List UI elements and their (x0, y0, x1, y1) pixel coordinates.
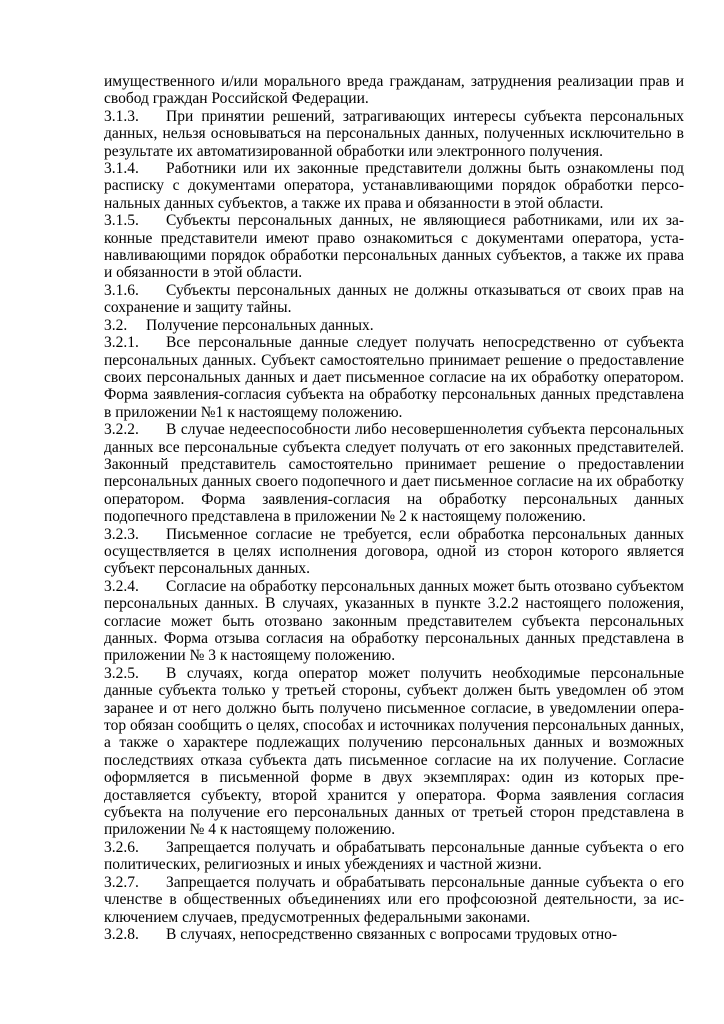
clause-number: 3.1.5. (104, 212, 139, 230)
section-heading (104, 317, 684, 334)
paragraph-text: В случае недееспособности либо несовершеннолетия субъекта персональных данных все персональные субъекта следует получать от его законных представителей. Законный представитель самостоятельно принимает решение о предоставлении персональных данных своего подопечного и дает письменное согласие на их обработку оператором. Форма заявления-согласия на обработку персональных данных подопечного представлена в приложении № 2 к настоящему положению. (104, 421, 684, 526)
clause-number: 3.2.7. (104, 873, 139, 891)
paragraph (104, 578, 684, 665)
clause-number: 3.1.3. (104, 107, 139, 125)
paragraph-text: Работники или их законные представители должны быть ознакомлены под расписку с документами оператора, устанавливающими порядок обработки персональных данных субъектов, а также их права и обязанности в этой области. (104, 160, 684, 212)
paragraph-text: Субъекты персональных данных не должны отказываться от своих прав на сохранение и защиту тайны. (104, 281, 684, 317)
clause-number: 3.2.4. (104, 577, 139, 595)
paragraph (104, 73, 684, 108)
paragraph-text: Запрещается получать и обрабатывать персональные данные субъекта о его членстве в общественных объединениях или его профсоюзной деятельности, за исключением случаев, предусмотренных федеральными законами. (104, 873, 684, 926)
paragraph-text: В случаях, непосредственно связанных с вопросами трудовых отно- (166, 925, 618, 943)
paragraph (104, 212, 684, 282)
paragraph-text: Согласие на обработку персональных данных может быть отозвано субъектом персональных данных. В случаях, указанных в пункте 3.2.2 настоящего положения, согласие может быть отозвано законным представителем субъекта персональных данных. Форма отзыва согласия на обработку персональных данных представлена в приложении № 3 к настоящему положению. (104, 577, 684, 665)
paragraph-text: Письменное согласие не требуется, если обработка персональных данных осуществляется в целях исполнения договора, одной из сторон которого является субъект персональных данных. (104, 525, 684, 578)
paragraph (104, 874, 684, 926)
paragraph (104, 526, 684, 578)
paragraph-text: Все персональные данные следует получать непосредственно от субъекта персональных данных. Субъект самостоятельно принимает решение о предоставление своих персональных данных и дает письменное согласие на их обработку оператором. Форма заявления-согласия субъекта на обработку персональных данных представлена в приложении №1 к настоящему положению. (104, 334, 684, 421)
clause-number: 3.2.8. (104, 925, 139, 943)
clause-number: 3.2.6. (104, 838, 139, 856)
paragraph-text: имущественного и/или морального вреда гражданам, затруднения реализации прав и свобод граждан Российской Федерации. (104, 73, 684, 108)
paragraph-text: Запрещается получать и обрабатывать персональные данные субъекта о его политических, религиозных и иных убеждениях и частной жизни. (104, 838, 684, 874)
clause-number: 3.1.6. (104, 281, 139, 299)
clause-number: 3.2.2. (104, 421, 139, 439)
paragraph (104, 334, 684, 421)
paragraph (104, 665, 684, 839)
paragraph (104, 282, 684, 317)
paragraph-text: В случаях, когда оператор может получить необходимые персональные данные субъекта только у третьей стороны, субъект должен быть уведомлен об этом заранее и от него должно быть получено письменное согласие, в уведомлении оператор обязан сообщить о целях, способах и источниках получения персональных данных, а также о характере подлежащих получению персональных данных и возможных последствиях отказа субъекта дать письменное согласие на их получение. Согласие оформляется в письменной форме в двух экземплярах: один из которых предоставляется субъекту, второй хранится у оператора. Форма заявления согласия субъекта на получение его персональных данных от третьей сторон представлена в приложении № 4 к настоящему положению. (104, 664, 684, 839)
paragraph (104, 421, 684, 525)
document-body (104, 73, 684, 943)
clause-number: 3.2.5. (104, 664, 139, 682)
clause-number: 3.2.3. (104, 525, 139, 543)
clause-number: 3.2.1. (104, 334, 139, 352)
paragraph (104, 160, 684, 212)
paragraph (104, 108, 684, 160)
clause-number: 3.2. (104, 316, 128, 334)
paragraph-text: Субъекты персональных данных, не являющиеся работниками, или их законные представители имеют право ознакомиться с документами оператора, устанавливающими порядок обработки персональных данных субъектов, а также их права и обязанности в этой области. (104, 212, 684, 282)
paragraph (104, 926, 684, 943)
paragraph-text: Получение персональных данных. (146, 316, 374, 334)
clause-number: 3.1.4. (104, 160, 139, 178)
paragraph (104, 839, 684, 874)
paragraph-text: При принятии решений, затрагивающих интересы субъекта персональных данных, нельзя основываться на персональных данных, полученных исключительно в результате их автоматизированной обработки или электронного получения. (104, 107, 684, 160)
